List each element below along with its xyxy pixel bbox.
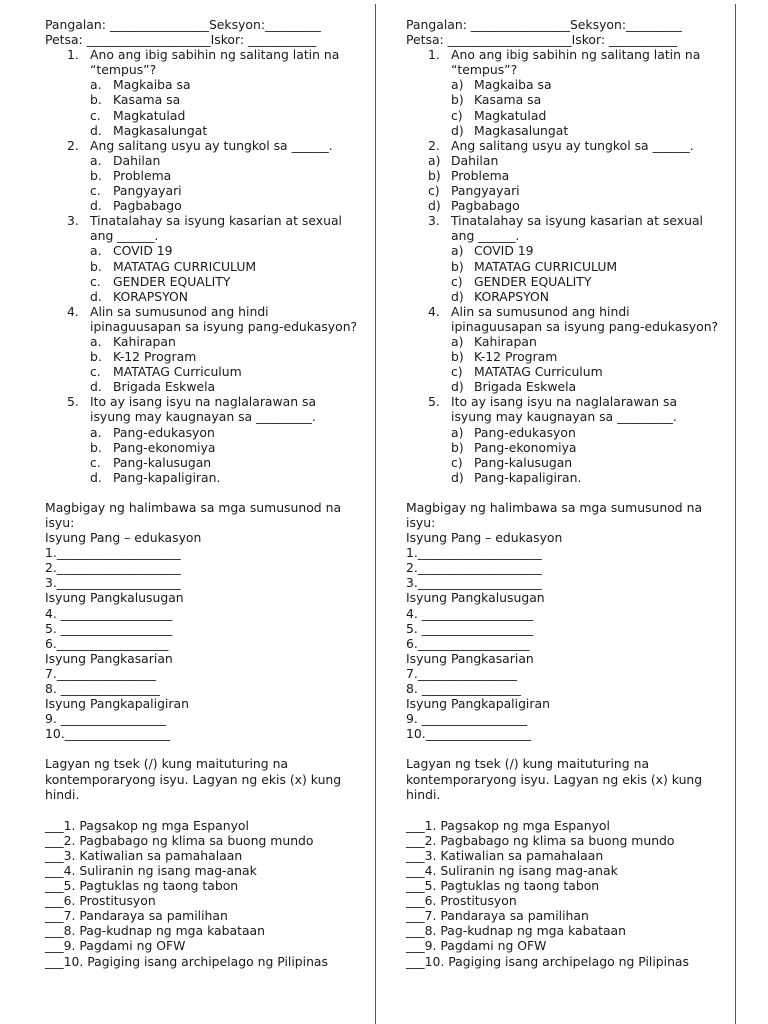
answer-choice xyxy=(45,198,363,213)
choice-text: Kahirapan xyxy=(474,333,537,349)
answer-choice xyxy=(45,274,363,289)
choice-text: Pang-ekonomiya xyxy=(474,439,577,455)
spacer xyxy=(406,741,724,756)
question-item xyxy=(406,213,724,228)
choice-text: Pangyayari xyxy=(113,183,182,199)
check-item: ___8. Pag-kudnap ng mga kabataan xyxy=(45,923,265,939)
question-item xyxy=(45,138,363,153)
choice-letter: d) xyxy=(451,379,464,395)
examples-instruction: Magbigay ng halimbawa sa mga sumusunod na xyxy=(406,499,703,515)
choice-letter: b) xyxy=(451,439,464,455)
check-item: ___10. Pagiging isang archipelago ng Pilipinas xyxy=(45,953,328,969)
choice-text: Magkaiba sa xyxy=(474,77,552,93)
answer-choice xyxy=(45,183,363,198)
issue-category-title: Isyung Pang – edukasyon xyxy=(45,530,202,546)
choice-letter: b. xyxy=(90,167,102,183)
spacer xyxy=(406,802,724,818)
answer-blank: 10._________________ xyxy=(406,726,532,742)
name-section-line: Pangalan: ________________Seksyon:_________ xyxy=(406,17,682,32)
choice-letter: a) xyxy=(451,77,464,93)
choice-text: Pang-kalusugan xyxy=(113,454,212,470)
check-item: ___2. Pagbabago ng klima sa buong mundo xyxy=(45,832,314,848)
date-score-line: Petsa: ____________________Iskor: ___________ xyxy=(406,32,678,48)
question-text-continued: ang ______. xyxy=(451,228,520,244)
choice-letter: c) xyxy=(451,364,463,380)
question-text: Ano ang ibig sabihin ng salitang latin na xyxy=(451,47,701,63)
choice-text: Problema xyxy=(451,167,510,183)
choice-letter: c) xyxy=(428,183,440,199)
choice-text: Magkaiba sa xyxy=(113,77,191,93)
answer-choice xyxy=(406,379,724,394)
check-item: ___4. Suliranin ng isang mag-anak xyxy=(406,862,618,878)
answer-blank: 3.____________________ xyxy=(45,575,181,591)
answer-choice xyxy=(406,470,724,485)
answer-choice xyxy=(45,77,363,92)
check-item: ___1. Pagsakop ng mga Espanyol xyxy=(45,817,249,833)
answer-blank: 4. __________________ xyxy=(406,605,534,621)
choice-text: Pang-edukasyon xyxy=(113,424,215,440)
choice-text: MATATAG Curriculum xyxy=(474,364,603,380)
check-item: ___7. Pandaraya sa pamilihan xyxy=(406,908,589,924)
answer-choice xyxy=(406,259,724,274)
choice-text: Pagbabago xyxy=(451,198,520,214)
check-item: ___4. Suliranin ng isang mag-anak xyxy=(45,862,257,878)
answer-blank: 6.__________________ xyxy=(406,635,530,651)
question-text-continued: ipinaguusapan sa isyung pang-edukasyon? xyxy=(451,318,719,334)
choice-text: Pangyayari xyxy=(451,183,520,199)
question-text: Ano ang ibig sabihin ng salitang latin na xyxy=(90,47,340,63)
check-item: ___5. Pagtuklas ng taong tabon xyxy=(45,878,239,894)
answer-choice xyxy=(45,379,363,394)
choice-text: Pang-kapaligiran. xyxy=(113,469,221,485)
question-text: Ito ay isang isyu na naglalarawan sa xyxy=(90,394,317,410)
answer-blank: 3.____________________ xyxy=(406,575,542,591)
check-instruction: kontemporaryong isyu. Lagyan ng ekis (x) kung xyxy=(45,771,342,787)
answer-choice xyxy=(45,364,363,379)
answer-choice xyxy=(45,153,363,168)
question-number: 1. xyxy=(67,47,79,63)
question-number: 5. xyxy=(67,394,79,410)
question-text: Ang salitang usyu ay tungkol sa ______. xyxy=(90,137,333,153)
check-item: ___6. Prostitusyon xyxy=(406,893,517,909)
question-item xyxy=(406,394,724,409)
spacer xyxy=(45,741,363,756)
question-text-continued: isyung may kaugnayan sa _________. xyxy=(90,409,316,425)
answer-blank: 8. ________________ xyxy=(406,681,521,697)
choice-letter: d. xyxy=(90,122,102,138)
answer-choice xyxy=(45,123,363,138)
choice-text: MATATAG CURRICULUM xyxy=(474,258,618,274)
choice-text: Dahilan xyxy=(113,152,161,168)
check-item: ___8. Pag-kudnap ng mga kabataan xyxy=(406,923,626,939)
choice-letter: a) xyxy=(451,424,464,440)
answer-blank: 9. _________________ xyxy=(406,711,528,727)
choice-letter: c. xyxy=(90,273,101,289)
choice-letter: c. xyxy=(90,364,101,380)
check-item: ___7. Pandaraya sa pamilihan xyxy=(45,908,228,924)
examples-instruction: isyu: xyxy=(45,515,75,530)
question-text: Tinatalahay sa isyung kasarian at sexual xyxy=(90,213,342,229)
choice-text: KORAPSYON xyxy=(474,288,550,304)
choice-text: Pang-edukasyon xyxy=(474,424,576,440)
question-item xyxy=(406,47,724,62)
answer-choice xyxy=(406,349,724,364)
choice-text: Pang-ekonomiya xyxy=(113,439,216,455)
question-text: Alin sa sumusunod ang hindi xyxy=(451,303,630,319)
choice-text: GENDER EQUALITY xyxy=(474,273,592,289)
answer-blank: 7.________________ xyxy=(406,665,517,681)
answer-choice xyxy=(406,334,724,349)
answer-blank: 1.____________________ xyxy=(406,545,542,561)
question-text-continued: isyung may kaugnayan sa _________. xyxy=(451,409,677,425)
choice-letter: b) xyxy=(451,258,464,274)
answer-blank: 7.________________ xyxy=(45,665,156,681)
check-item: ___5. Pagtuklas ng taong tabon xyxy=(406,878,600,894)
answer-choice xyxy=(45,108,363,123)
choice-text: Kasama sa xyxy=(113,92,181,108)
check-item: ___3. Katiwalian sa pamahalaan xyxy=(45,847,243,863)
answer-choice xyxy=(45,440,363,455)
choice-text: Brigada Eskwela xyxy=(113,379,216,395)
check-item: ___3. Katiwalian sa pamahalaan xyxy=(406,847,604,863)
answer-blank: 8. ________________ xyxy=(45,681,160,697)
check-instruction: hindi. xyxy=(45,786,80,802)
issue-category-title: Isyung Pangkapaligiran xyxy=(406,696,550,712)
choice-letter: c) xyxy=(451,273,463,289)
choice-letter: b) xyxy=(451,92,464,108)
question-text-continued: ipinaguusapan sa isyung pang-edukasyon? xyxy=(90,318,358,334)
check-item: ___9. Pagdami ng OFW xyxy=(406,938,547,954)
question-text-continued: ang ______. xyxy=(90,228,159,244)
right-edge-line xyxy=(735,4,736,1024)
choice-letter: d) xyxy=(428,198,441,214)
answer-choice xyxy=(406,455,724,470)
answer-blank: 6.__________________ xyxy=(45,635,169,651)
choice-letter: c. xyxy=(90,454,101,470)
answer-blank: 5. __________________ xyxy=(406,620,534,636)
choice-letter: d) xyxy=(451,469,464,485)
answer-choice xyxy=(45,334,363,349)
examples-instruction: isyu: xyxy=(406,515,436,530)
question-item xyxy=(45,213,363,228)
question-text: Tinatalahay sa isyung kasarian at sexual xyxy=(451,213,703,229)
answer-choice xyxy=(406,168,724,183)
choice-text: Magkatulad xyxy=(113,107,186,123)
answer-choice xyxy=(406,123,724,138)
choice-text: Kasama sa xyxy=(474,92,542,108)
answer-choice xyxy=(45,470,363,485)
answer-choice xyxy=(406,198,724,213)
answer-choice xyxy=(406,425,724,440)
question-item xyxy=(45,394,363,409)
choice-letter: b. xyxy=(90,439,102,455)
answer-choice xyxy=(406,364,724,379)
name-section-line: Pangalan: ________________Seksyon:_________ xyxy=(45,17,321,32)
choice-letter: a) xyxy=(451,333,464,349)
answer-choice xyxy=(45,243,363,258)
choice-text: COVID 19 xyxy=(113,243,173,259)
choice-letter: d. xyxy=(90,198,102,214)
question-text-continued: “tempus”? xyxy=(90,62,157,78)
choice-letter: d. xyxy=(90,288,102,304)
choice-text: MATATAG Curriculum xyxy=(113,364,242,380)
question-number: 1. xyxy=(428,47,440,63)
answer-choice xyxy=(406,243,724,258)
choice-text: GENDER EQUALITY xyxy=(113,273,231,289)
answer-choice xyxy=(406,289,724,304)
answer-blank: 1.____________________ xyxy=(45,545,181,561)
question-number: 2. xyxy=(67,137,79,153)
worksheet-copy-left xyxy=(45,17,363,969)
choice-text: Magkasalungat xyxy=(474,122,569,138)
question-item xyxy=(406,138,724,153)
choice-letter: d) xyxy=(451,288,464,304)
choice-letter: c. xyxy=(90,183,101,199)
issue-category-title: Isyung Pang – edukasyon xyxy=(406,530,563,546)
choice-letter: b. xyxy=(90,258,102,274)
question-text: Alin sa sumusunod ang hindi xyxy=(90,303,269,319)
choice-text: Problema xyxy=(113,167,172,183)
check-instruction: Lagyan ng tsek (/) kung maituturing na xyxy=(45,756,289,772)
choice-letter: b) xyxy=(428,167,441,183)
question-item xyxy=(45,47,363,62)
choice-letter: d. xyxy=(90,469,102,485)
choice-letter: a) xyxy=(451,243,464,259)
answer-choice xyxy=(45,289,363,304)
choice-text: Pang-kapaligiran. xyxy=(474,469,582,485)
answer-blank: 9. _________________ xyxy=(45,711,167,727)
answer-blank: 4. __________________ xyxy=(45,605,173,621)
choice-letter: a. xyxy=(90,152,102,168)
answer-choice xyxy=(45,168,363,183)
choice-letter: d) xyxy=(451,122,464,138)
question-item xyxy=(45,304,363,319)
spacer xyxy=(45,485,363,500)
question-number: 3. xyxy=(428,213,440,229)
answer-choice xyxy=(406,153,724,168)
choice-text: Dahilan xyxy=(451,152,499,168)
check-item: ___1. Pagsakop ng mga Espanyol xyxy=(406,817,610,833)
answer-choice xyxy=(406,274,724,289)
issue-category-title: Isyung Pangkasarian xyxy=(406,650,534,666)
choice-text: Kahirapan xyxy=(113,333,176,349)
choice-letter: a. xyxy=(90,333,102,349)
answer-blank: 2.____________________ xyxy=(406,560,542,576)
answer-choice xyxy=(45,259,363,274)
choice-text: K-12 Program xyxy=(474,349,558,365)
center-divider-line xyxy=(375,4,376,1024)
choice-text: Brigada Eskwela xyxy=(474,379,577,395)
choice-text: KORAPSYON xyxy=(113,288,189,304)
choice-letter: c) xyxy=(451,454,463,470)
check-item: ___10. Pagiging isang archipelago ng Pilipinas xyxy=(406,953,689,969)
choice-text: Pang-kalusugan xyxy=(474,454,573,470)
check-instruction: Lagyan ng tsek (/) kung maituturing na xyxy=(406,756,650,772)
choice-letter: b) xyxy=(451,349,464,365)
question-number: 4. xyxy=(67,303,79,319)
issue-category-title: Isyung Pangkasarian xyxy=(45,650,173,666)
question-text: Ang salitang usyu ay tungkol sa ______. xyxy=(451,137,694,153)
choice-text: MATATAG CURRICULUM xyxy=(113,258,257,274)
answer-blank: 2.____________________ xyxy=(45,560,181,576)
choice-letter: d. xyxy=(90,379,102,395)
spacer xyxy=(406,485,724,500)
answer-choice xyxy=(45,349,363,364)
choice-letter: a. xyxy=(90,424,102,440)
choice-letter: a) xyxy=(428,152,441,168)
check-item: ___9. Pagdami ng OFW xyxy=(45,938,186,954)
question-number: 2. xyxy=(428,137,440,153)
check-item: ___2. Pagbabago ng klima sa buong mundo xyxy=(406,832,675,848)
question-number: 4. xyxy=(428,303,440,319)
choice-letter: c) xyxy=(451,107,463,123)
answer-choice xyxy=(45,92,363,107)
question-number: 5. xyxy=(428,394,440,410)
worksheet-copy-right xyxy=(406,17,724,969)
choice-letter: b. xyxy=(90,349,102,365)
choice-text: Magkatulad xyxy=(474,107,547,123)
answer-blank: 10._________________ xyxy=(45,726,171,742)
question-item xyxy=(406,304,724,319)
answer-choice xyxy=(406,92,724,107)
question-number: 3. xyxy=(67,213,79,229)
choice-text: Magkasalungat xyxy=(113,122,208,138)
answer-choice xyxy=(406,77,724,92)
question-text: Ito ay isang isyu na naglalarawan sa xyxy=(451,394,678,410)
choice-text: Pagbabago xyxy=(113,198,182,214)
check-instruction: kontemporaryong isyu. Lagyan ng ekis (x) kung xyxy=(406,771,703,787)
choice-letter: b. xyxy=(90,92,102,108)
issue-category-title: Isyung Pangkalusugan xyxy=(406,590,545,606)
check-instruction: hindi. xyxy=(406,786,441,802)
choice-text: K-12 Program xyxy=(113,349,197,365)
answer-choice xyxy=(406,183,724,198)
date-score-line: Petsa: ____________________Iskor: ___________ xyxy=(45,32,317,48)
choice-letter: c. xyxy=(90,107,101,123)
examples-instruction: Magbigay ng halimbawa sa mga sumusunod na xyxy=(45,499,342,515)
answer-choice xyxy=(45,425,363,440)
spacer xyxy=(45,802,363,818)
issue-category-title: Isyung Pangkapaligiran xyxy=(45,696,189,712)
choice-letter: a. xyxy=(90,77,102,93)
answer-blank: 5. __________________ xyxy=(45,620,173,636)
choice-text: COVID 19 xyxy=(474,243,534,259)
choice-letter: a. xyxy=(90,243,102,259)
check-item: ___6. Prostitusyon xyxy=(45,893,156,909)
issue-category-title: Isyung Pangkalusugan xyxy=(45,590,184,606)
answer-choice xyxy=(406,440,724,455)
answer-choice xyxy=(45,455,363,470)
question-text-continued: “tempus”? xyxy=(451,62,518,78)
answer-choice xyxy=(406,108,724,123)
